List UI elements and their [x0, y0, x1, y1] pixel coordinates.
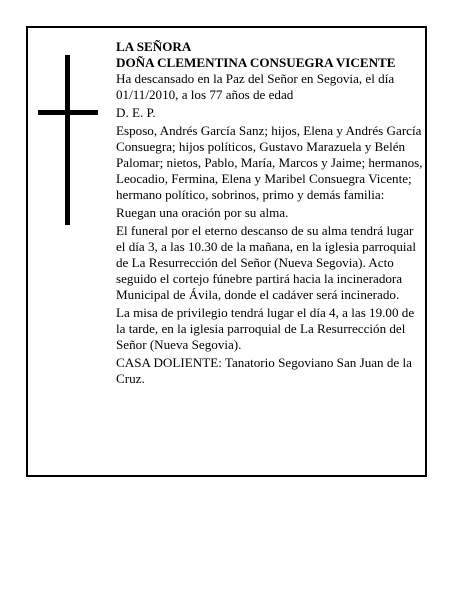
rip-line: D. E. P.: [116, 105, 156, 120]
mass-details: La misa de privilegio tendrá lugar el día 4, a las 19.00 de la tarde, en la iglesia parroquial de La Resurrección del Señor (Nueva Segovia).: [116, 305, 415, 352]
death-announcement: Ha descansado en la Paz del Señor en Segovia, el día 01/11/2010, a los 77 años de edad: [116, 71, 395, 102]
deceased-name: DOÑA CLEMENTINA CONSUEGRA VICENTE: [116, 55, 396, 70]
cross-icon: [38, 55, 98, 225]
prayer-request: Ruegan una oración por su alma.: [116, 205, 289, 220]
funeral-details: El funeral por el eterno descanso de su alma tendrá lugar el día 3, a las 10.30 de la mañana, en la iglesia parroquial de La Resurrección del Señor (Nueva Segovia). Acto seguido el cortejo fúnebre partirá hacia la incineradora Municipal de Ávila, donde el cadáver será incinerado.: [116, 223, 416, 302]
family-list: Esposo, Andrés García Sanz; hijos, Elena y Andrés García Consuegra; hijos políticos, Gustavo Marazuela y Belén Palomar; nietos, Pablo, María, Marcos y Jaime; hermanos, Leocadio, Fermina, Elena y Maribel Consuegra Vicente; hermano político, sobrinos, primo y demás familia:: [116, 123, 423, 202]
notice-text: [116, 39, 425, 389]
obituary-notice: [26, 26, 427, 477]
notice-heading-title: LA SEÑORA: [116, 39, 192, 54]
cross-horizontal-bar: [38, 110, 98, 115]
cross-vertical-bar: [65, 55, 70, 225]
mourning-house: CASA DOLIENTE: Tanatorio Segoviano San Juan de la Cruz.: [116, 355, 412, 386]
